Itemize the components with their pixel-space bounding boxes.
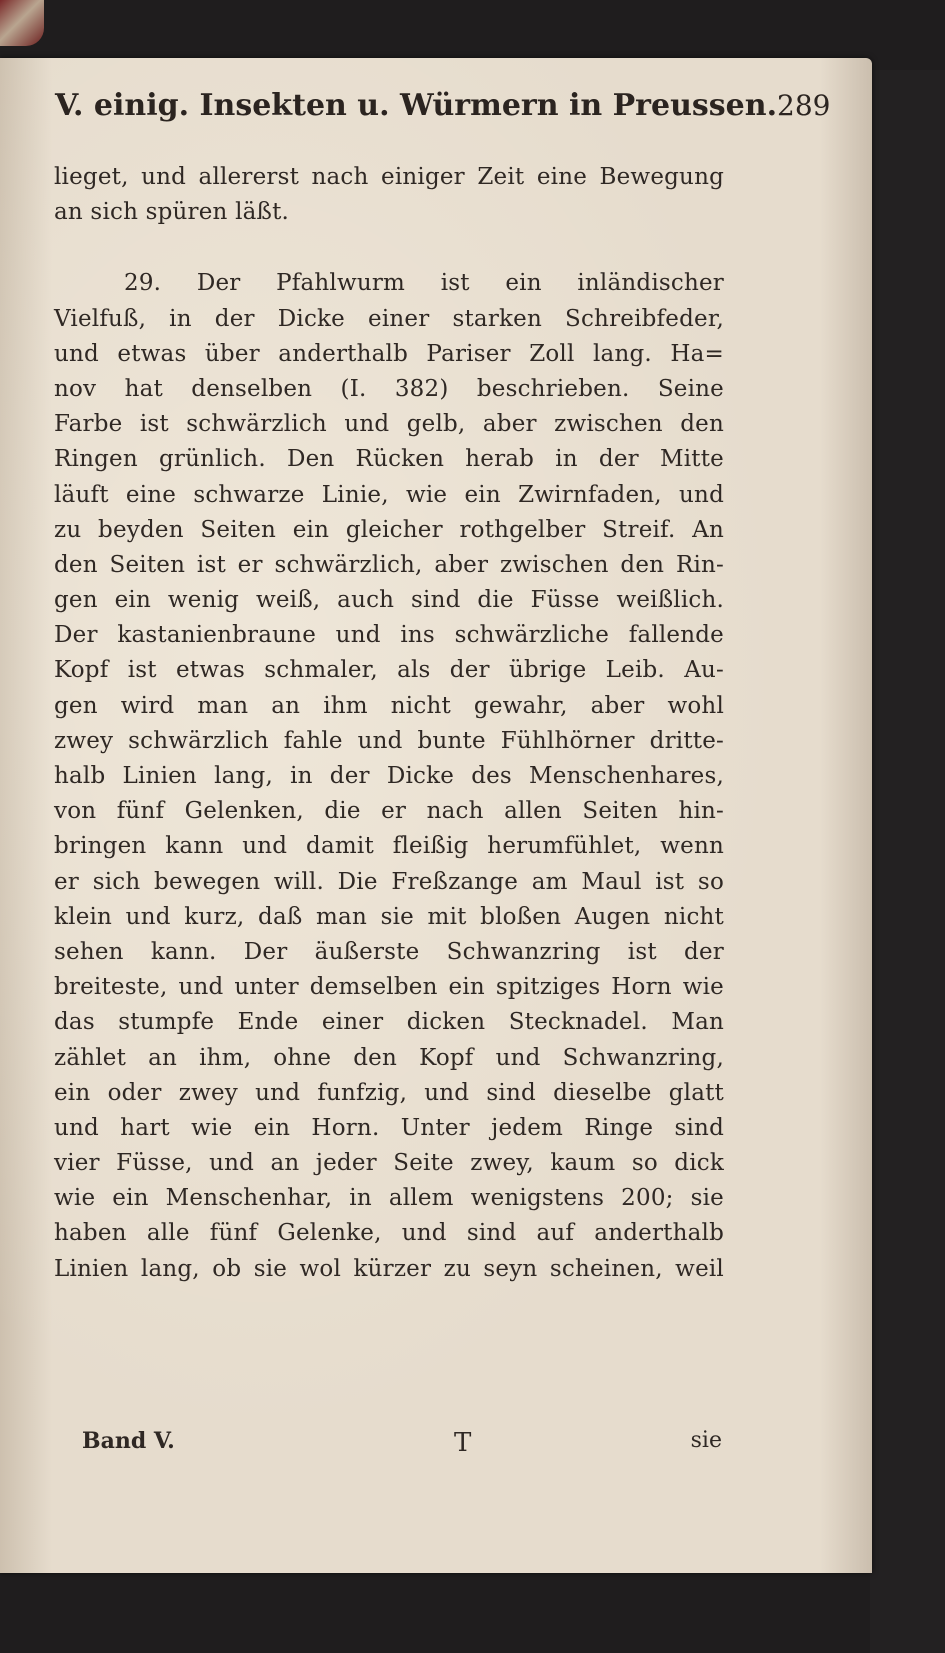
catchword: sie <box>690 1428 722 1453</box>
text-line: bringen kann und damit fleißig herumfühlet, wenn <box>54 833 724 860</box>
text-line: zählet an ihm, ohne den Kopf und Schwanzring, <box>54 1044 724 1071</box>
text-line: zwey schwärzlich fahle und bunte Fühlhörner dritte- <box>54 727 724 754</box>
signature-letter: T <box>454 1428 472 1458</box>
text-line: läuft eine schwarze Linie, wie ein Zwirnfaden, und <box>54 481 724 508</box>
text-line: von fünf Gelenken, die er nach allen Seiten hin- <box>54 798 724 825</box>
text-line: Linien lang, ob sie wol kürzer zu seyn scheinen, weil <box>54 1255 724 1282</box>
binding-thread <box>0 0 44 46</box>
text-line: das stumpfe Ende einer dicken Stecknadel. Man <box>54 1009 724 1036</box>
text-line: an sich spüren läßt. <box>54 199 290 226</box>
paragraph-gap <box>54 230 724 266</box>
page-header <box>55 88 831 123</box>
text-line: sehen kann. Der äußerste Schwanzring ist der <box>54 938 724 965</box>
text-line: gen wird man an ihm nicht gewahr, aber wohl <box>54 692 724 719</box>
text-line: den Seiten ist er schwärzlich, aber zwischen den Rin- <box>54 551 724 578</box>
text-line: halb Linien lang, in der Dicke des Menschenhares, <box>54 763 724 789</box>
text-line: Farbe ist schwärzlich und gelb, aber zwischen den <box>54 411 724 438</box>
page-number: 289 <box>777 89 831 122</box>
text-line: 29. Der Pfahlwurm ist ein inländischer <box>124 270 724 297</box>
text-line: haben alle fünf Gelenke, und sind auf anderthalb <box>54 1220 724 1247</box>
signature-mark: Band V. <box>82 1428 175 1454</box>
text-line: nov hat denselben (I. 382) beschrieben. Seine <box>54 375 724 402</box>
text-line: Vielfuß, in der Dicke einer starken Schreibfeder, <box>54 305 724 332</box>
text-line: zu beyden Seiten ein gleicher rothgelber Streif. An <box>54 516 724 543</box>
text-line: vier Füsse, und an jeder Seite zwey, kaum so dick <box>54 1150 724 1177</box>
text-line: lieget, und allererst nach einiger Zeit eine Bewegung <box>54 164 724 190</box>
text-line: ein oder zwey und funfzig, und sind dieselbe glatt <box>54 1079 724 1106</box>
running-title: V. einig. Insekten u. Würmern in Preussen. <box>55 88 778 123</box>
text-line: klein und kurz, daß man sie mit bloßen Augen nicht <box>54 903 724 930</box>
text-line: Kopf ist etwas schmaler, als der übrige Leib. Au- <box>54 657 724 684</box>
text-line: gen ein wenig weiß, auch sind die Füsse weißlich. <box>54 587 724 614</box>
text-line: breiteste, und unter demselben ein spitziges Horn wie <box>54 974 724 1001</box>
text-line: Der kastanienbraune und ins schwärzliche fallende <box>54 622 724 649</box>
paragraph-continuation <box>54 160 724 230</box>
paragraph-pfahlwurm <box>54 266 724 1286</box>
text-line: und hart wie ein Horn. Unter jedem Ringe sind <box>54 1114 724 1141</box>
text-line: Ringen grünlich. Den Rücken herab in der Mitte <box>54 446 724 473</box>
text-line: er sich bewegen will. Die Freßzange am Maul ist so <box>54 868 724 895</box>
facing-page-shadow <box>870 70 945 1653</box>
text-line: wie ein Menschenhar, in allem wenigstens 200; sie <box>54 1185 724 1212</box>
text-line: und etwas über anderthalb Pariser Zoll lang. Ha= <box>54 340 724 367</box>
body-text <box>54 160 724 1287</box>
